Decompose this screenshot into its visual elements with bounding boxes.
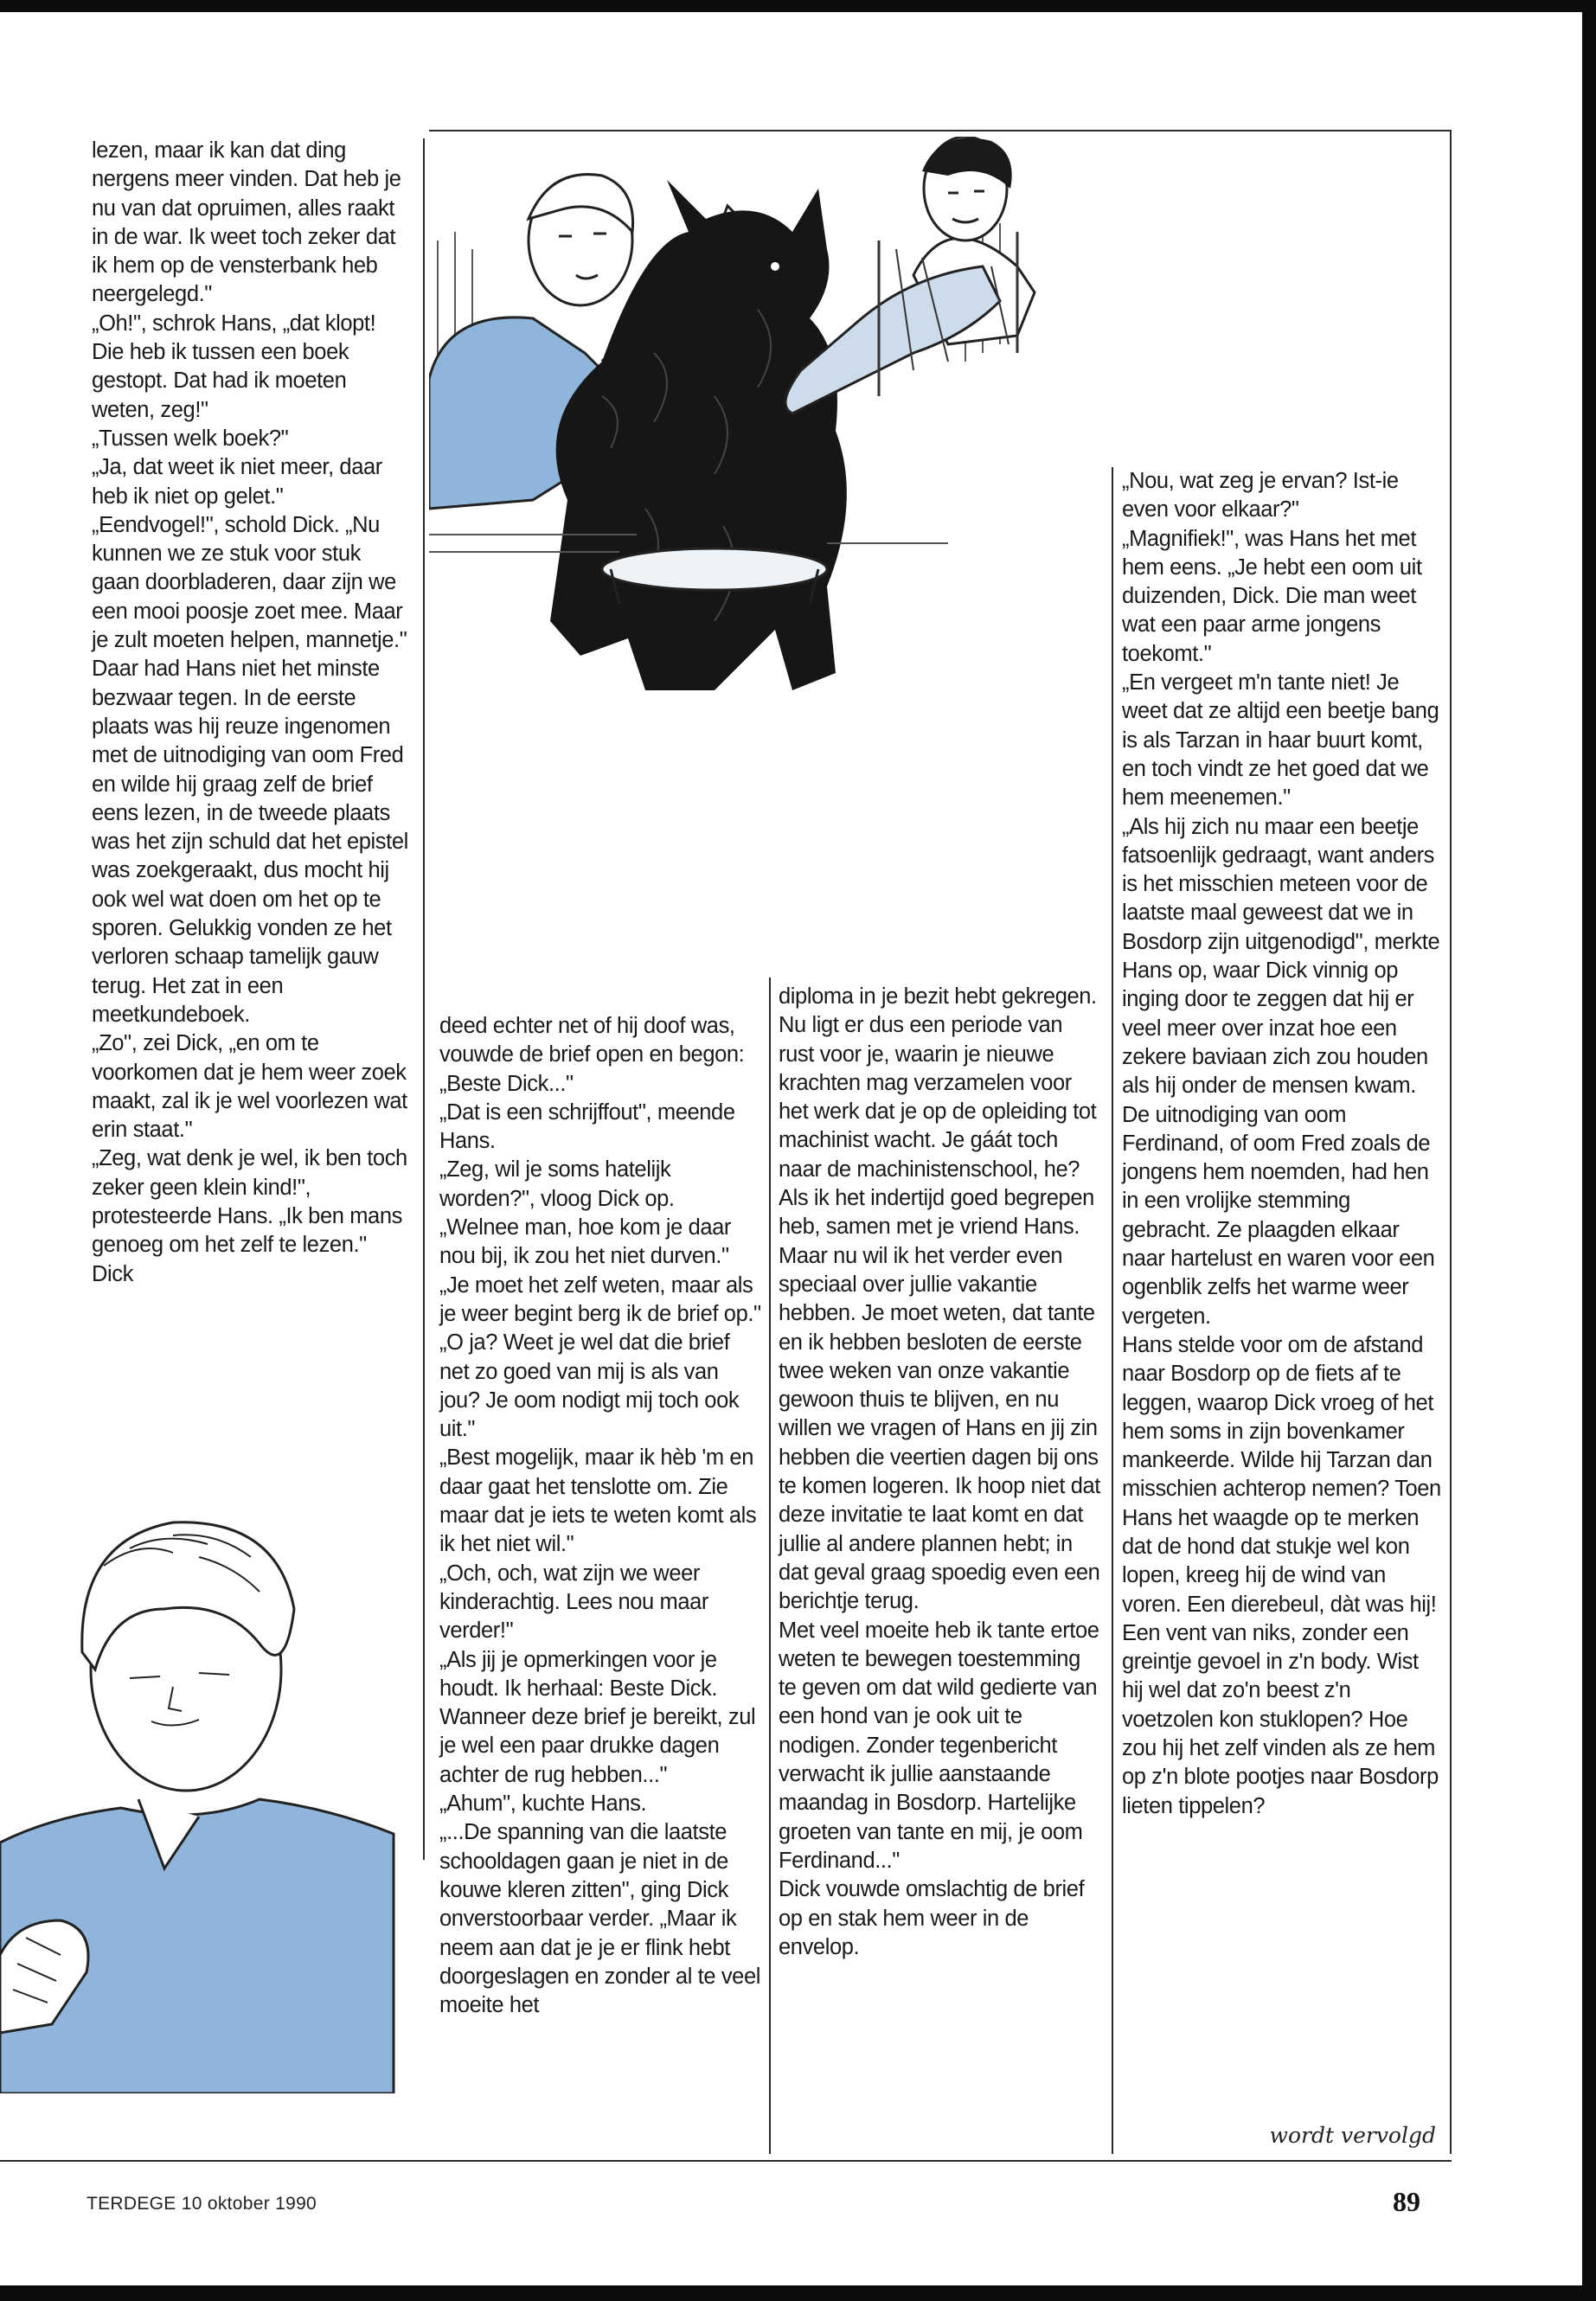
paragraph: „Als jij je opmerkingen voor je houdt. Ik herhaal: Beste Dick. Wanneer deze brief je bereikt, zul je wel een paar drukke dagen achter de rug hebben..." <box>439 1647 756 1787</box>
paragraph: „Als hij zich nu maar een beetje fatsoenlijk gedraagt, want anders is het misschien meteen voor de laatste maal geweest dat we in Bosdorp zijn uitgenodigd", merkte Hans op, waar Dick vinnig op inging door te zeggen dat hij er veel meer over inzat hoe een zekere baviaan zich zou houden als hij onder de mensen kwam. <box>1122 814 1440 1099</box>
paragraph: „Zeg, wat denk je wel, ik ben toch zeker geen klein kind!", protesteerde Hans. „Ik ben mans genoeg om het zelf te lezen." Dick <box>92 1146 407 1286</box>
footer-rule <box>0 2160 1452 2162</box>
column-rule-2 <box>769 977 771 2154</box>
paragraph: „Dat is een schrijffout", meende Hans. <box>439 1099 735 1154</box>
paragraph: „Tussen welk boek?" <box>92 426 289 451</box>
page-number: 89 <box>1393 2186 1420 2217</box>
right-rule <box>1450 130 1452 2154</box>
paragraph: „Zeg, wil je soms hatelijk worden?", vloog Dick op. <box>439 1157 675 1211</box>
text-column-4 <box>1122 467 1444 1821</box>
paragraph: „O ja? Weet je wel dat die brief net zo goed van mij is als van jou? Je oom nodigt mij toch ook uit." <box>439 1330 740 1442</box>
column-rule-1 <box>423 138 425 1860</box>
paragraph: „En vergeet m'n tante niet! Je weet dat ze altijd een beetje bang is als Tarzan in haar buurt komt, en toch vindt ze het goed dat we hem meenemen." <box>1122 670 1439 811</box>
paragraph: „...De spanning van die laatste schooldagen gaan je niet in de kouwe kleren zitten", ging Dick onverstoorbaar verder. „Maar ik neem aan dat je je er flink hebt doorgeslagen en zonder al te veel moeite het <box>439 1820 760 2018</box>
publication-footer: TERDEGE 10 oktober 1990 <box>87 2194 317 2214</box>
paragraph: „Je moet het zelf weten, maar als je weer begint berg ik de brief op." <box>439 1272 761 1326</box>
top-rule <box>429 130 1450 131</box>
paragraph: „Ahum", kuchte Hans. <box>439 1791 647 1817</box>
paragraph: „Oh!", schrok Hans, „dat klopt! Die heb ik tussen een boek gestopt. Dat had ik moeten weten, zeg!" <box>92 311 376 422</box>
text-column-3 <box>779 983 1102 1962</box>
paragraph: „Nou, wat zeg je ervan? Ist-ie even voor elkaar?" <box>1122 469 1399 522</box>
text-column-2 <box>439 1012 761 2020</box>
paragraph: Daar had Hans niet het minste bezwaar tegen. In de eerste plaats was hij reuze ingenomen met de uitnodiging van oom Fred en wilde hij graag zelf de brief eens lezen, in de tweede plaats was het zijn schuld dat het epistel was zoekgeraakt, dus mocht hij ook wel wat doen om het op te sporen. Gelukkig vonden ze het verloren schaap tamelijk gauw terug. Het zat in een meetkundeboek. <box>92 657 408 1027</box>
paragraph: Hans stelde voor om de afstand naar Bosdorp op de fiets af te leggen, waarop Dick vroeg of het hem soms in zijn bovenkamer mankeerde. Wilde hij Tarzan dan misschien achterop nemen? Toen Hans het waagde op te merken dat de hond dat stukje wel kon lopen, kreeg hij de wind van voren. Een dierebeul, dàt was hij! Een vent van niks, zonder een greintje gevoel in z'n body. Wist hij wel dat zo'n beest z'n voetzolen kon stuklopen? Hoe zou hij het zelf vinden als ze hem op z'n blote pootjes naar Bosdorp lieten tippelen? <box>1122 1332 1441 1818</box>
paragraph: De uitnodiging van oom Ferdinand, of oom Fred zoals de jongens hem noemden, had hen in een vrolijke stemming gebracht. Ze plaagden elkaar naar hartelust en waren voor een ogenblik zelfs het warme weer vergeten. <box>1122 1102 1435 1329</box>
paragraph: diploma in je bezit hebt gekregen. Nu ligt er dus een periode van rust voor je, waarin je nieuwe krachten mag verzamelen voor het werk dat je op de opleiding tot machinist wacht. Je gáát toch naar de machinistenschool, he? Als ik het indertijd goed begrepen heb, samen met je vriend Hans. Maar nu wil ik het verder even speciaal over jullie vakantie hebben. Je moet weten, dat tante en ik hebben besloten de eerste twee weken van onze vakantie gewoon thuis te blijven, en nu willen we vragen of Hans en jij zin hebben die veertien dagen bij ons te komen logeren. Ik hoop niet dat deze invitatie te laat komt en dat jullie al andere plannen hebt; in dat geval graag spoedig even een berichtje terug. <box>779 984 1100 1614</box>
paragraph: Met veel moeite heb ik tante ertoe weten te bewegen toestemming te geven om dat wild gedierte van een hond van je ook uit te nodigen. Zonder tegenbericht verwacht ik jullie aanstaande maandag in Bosdorp. Hartelijke groeten van tante en mij, je oom Ferdinand..." <box>779 1618 1099 1873</box>
to-be-continued: wordt vervolgd <box>1269 2123 1436 2148</box>
paragraph: „Zo", zei Dick, „en om te voorkomen dat je hem weer zoek maakt, zal ik je wel voorlezen wat erin staat." <box>92 1031 407 1143</box>
text-column-1 <box>92 137 413 1289</box>
paragraph: „Best mogelijk, maar ik hèb 'm en daar gaat het tenslotte om. Zie maar dat je iets te weten komt als ik het niet wil." <box>439 1445 757 1557</box>
illustration-boy-reading <box>0 1471 407 2093</box>
paragraph: lezen, maar ik kan dat ding nergens meer vinden. Dat heb je nu van dat opruimen, alles raakt in de war. Ik weet toch zeker dat ik hem op de vensterbank heb neergelegd." <box>92 138 401 307</box>
paragraph: „Och, och, wat zijn we weer kinderachtig. Lees nou maar verder!" <box>439 1561 708 1644</box>
paragraph: „Eendvogel!", schold Dick. „Nu kunnen we ze stuk voor stuk gaan doorbladeren, daar zijn we een mooi poosje zoet mee. Maar je zult moeten helpen, mannetje." <box>92 512 407 653</box>
paragraph: „Ja, dat weet ik niet meer, daar heb ik niet op gelet." <box>92 455 382 509</box>
paragraph: deed echter net of hij doof was, vouwde de brief open en begon: „Beste Dick..." <box>439 1014 745 1096</box>
paragraph: „Magnifiek!", was Hans het met hem eens. „Je hebt een oom uit duizenden, Dick. Die man weet wat een paar arme jongens toekomt." <box>1122 526 1422 666</box>
paragraph: „Welnee man, hoe kom je daar nou bij, ik zou het niet durven." <box>439 1215 732 1269</box>
column-rule-3 <box>1112 467 1113 2154</box>
paragraph: Dick vouwde omslachtig de brief op en stak hem weer in de envelop. <box>779 1877 1085 1959</box>
